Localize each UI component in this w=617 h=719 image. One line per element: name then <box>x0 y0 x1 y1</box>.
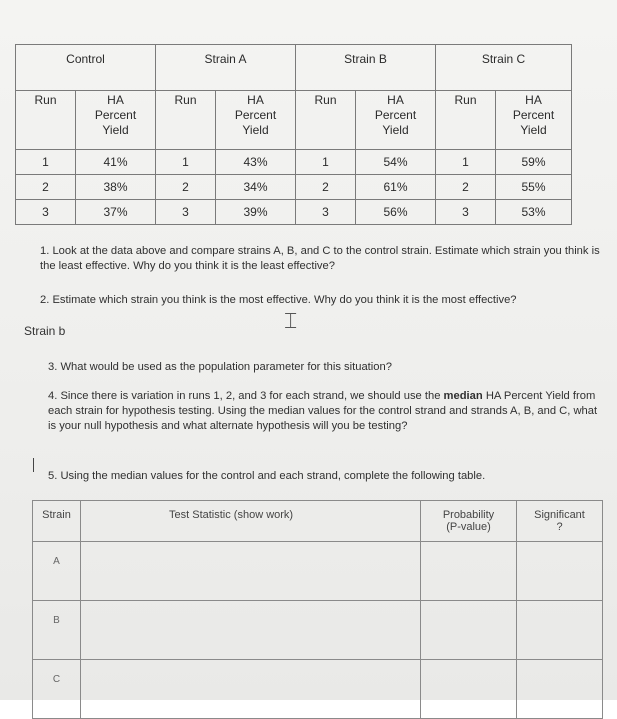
text-cursor-icon: ⌶ <box>284 309 298 334</box>
test-statistic-cell[interactable] <box>81 542 421 601</box>
yield-cell: 34% <box>216 175 296 200</box>
yield-cell: 56% <box>356 200 436 225</box>
run-cell: 2 <box>156 175 216 200</box>
question-1: 1. Look at the data above and compare strains A, B, and C to the control strain. Estimate which strain you think is the least effective. Why do you think it is the least effective? <box>40 245 600 272</box>
header-strain: Strain <box>33 501 81 542</box>
yield-cell: 41% <box>76 150 156 175</box>
yield-cell: 55% <box>496 175 572 200</box>
question-3: 3. What would be used as the population parameter for this situation? <box>48 361 392 373</box>
col-header-yield: HA Percent Yield <box>216 91 296 150</box>
question-5: 5. Using the median values for the control and each strand, complete the following table. <box>48 470 486 482</box>
group-header-strain-a: Strain A <box>156 45 296 91</box>
probability-cell[interactable] <box>421 601 517 660</box>
run-cell: 1 <box>436 150 496 175</box>
col-header-yield: HA Percent Yield <box>356 91 436 150</box>
group-header-strain-c: Strain C <box>436 45 572 91</box>
yield-cell: 59% <box>496 150 572 175</box>
row-label: B <box>33 601 81 660</box>
table-row <box>33 660 603 719</box>
group-header-strain-b: Strain B <box>296 45 436 91</box>
run-cell: 1 <box>16 150 76 175</box>
run-cell: 3 <box>296 200 356 225</box>
header-significant: Significant ? <box>517 501 603 542</box>
significant-cell[interactable] <box>517 660 603 719</box>
divider-mark <box>33 458 34 472</box>
test-statistic-cell[interactable] <box>81 660 421 719</box>
yield-cell: 38% <box>76 175 156 200</box>
header-probability: Probability (P-value) <box>421 501 517 542</box>
run-cell: 1 <box>296 150 356 175</box>
run-cell: 2 <box>296 175 356 200</box>
yield-cell: 53% <box>496 200 572 225</box>
table-row <box>33 542 603 601</box>
yield-cell: 39% <box>216 200 296 225</box>
row-label: C <box>33 660 81 719</box>
table-row <box>16 150 572 175</box>
yield-cell: 54% <box>356 150 436 175</box>
significant-cell[interactable] <box>517 601 603 660</box>
run-cell: 3 <box>156 200 216 225</box>
probability-cell[interactable] <box>421 542 517 601</box>
group-header-control: Control <box>16 45 156 91</box>
test-statistic-cell[interactable] <box>81 601 421 660</box>
handwritten-answer: Strain b <box>24 324 66 338</box>
col-header-yield: HA Percent Yield <box>76 91 156 150</box>
table-row <box>33 601 603 660</box>
col-header-run: Run <box>436 91 496 150</box>
run-cell: 2 <box>436 175 496 200</box>
col-header-run: Run <box>156 91 216 150</box>
run-cell: 3 <box>436 200 496 225</box>
probability-cell[interactable] <box>421 660 517 719</box>
row-label: A <box>33 542 81 601</box>
table-row <box>16 175 572 200</box>
hypothesis-table <box>32 500 603 719</box>
col-header-run: Run <box>296 91 356 150</box>
col-header-run: Run <box>16 91 76 150</box>
data-table <box>15 44 572 225</box>
question-4: 4. Since there is variation in runs 1, 2, and 3 for each strand, we should use the median HA Percent Yield from each strain for hypothesis testing. Using the median values for the control strand and strands A, B, and C, what is your null hypothesis and what alternate hypothesis will you be testing? <box>48 390 598 432</box>
yield-cell: 43% <box>216 150 296 175</box>
run-cell: 1 <box>156 150 216 175</box>
run-cell: 2 <box>16 175 76 200</box>
table-row <box>16 200 572 225</box>
yield-cell: 37% <box>76 200 156 225</box>
run-cell: 3 <box>16 200 76 225</box>
significant-cell[interactable] <box>517 542 603 601</box>
yield-cell: 61% <box>356 175 436 200</box>
header-test-statistic: Test Statistic (show work) <box>81 501 421 542</box>
question-2: 2. Estimate which strain you think is the most effective. Why do you think it is the most effective? <box>40 294 517 306</box>
col-header-yield: HA Percent Yield <box>496 91 572 150</box>
